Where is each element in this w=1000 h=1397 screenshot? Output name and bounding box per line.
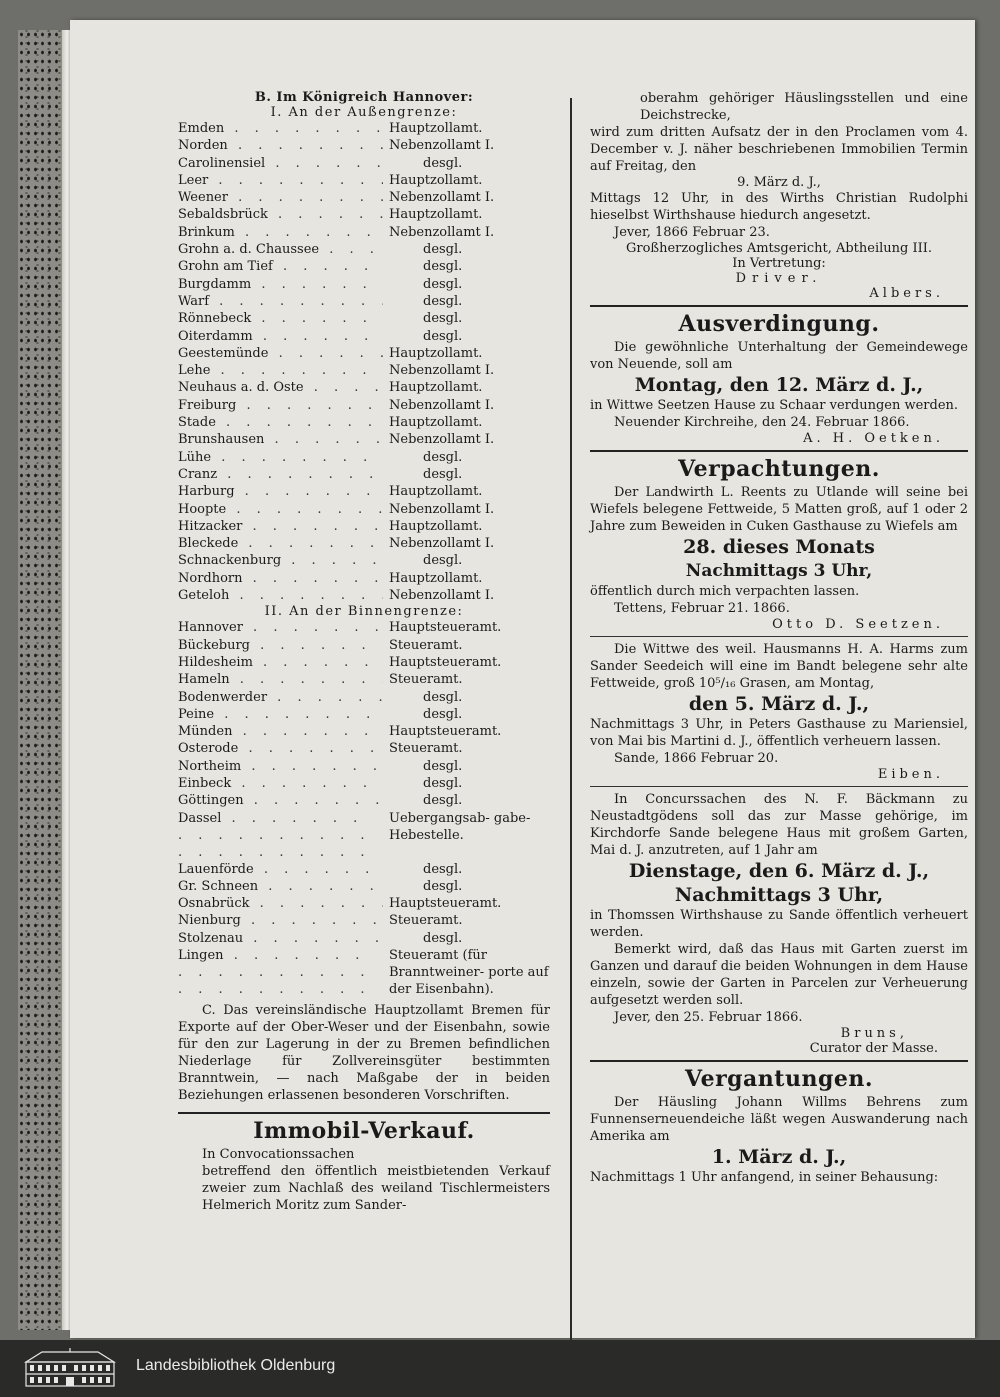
office-type: Hauptsteueramt.: [389, 896, 502, 912]
cont-text: oberahm gehöriger Häuslingsstellen und eine Deichstrecke,: [640, 91, 968, 123]
office-type: desgl.: [423, 466, 463, 482]
place-name: Hameln . . .: [178, 671, 383, 688]
place-name: Nienburg . . .: [178, 912, 383, 929]
office-type: Hauptzollamt.: [389, 207, 483, 223]
customs-row: [178, 535, 550, 552]
customs-row: [178, 431, 550, 448]
place-name: Hoopte . . .: [178, 501, 383, 518]
customs-row: [178, 310, 550, 327]
customs-row: [178, 189, 550, 206]
customs-row: [178, 328, 550, 345]
office-type: Steueramt.: [389, 913, 463, 929]
concurs-sig: Bruns,: [840, 1026, 908, 1041]
document-page: [70, 20, 975, 1338]
customs-row: [178, 758, 550, 775]
customs-row: [178, 861, 550, 878]
concurs-text1: In Concurssachen des N. F. Bäckmann zu Neustadtgödens soll das zur Masse gehörige, im Kirchdorfe Sande belegene Haus mit großem Garten, Mai d. J. anzutreten, auf 1 Jahr am: [590, 792, 968, 858]
cont-sig2: Albers.: [869, 286, 944, 301]
customs-row: [178, 258, 550, 275]
customs-row: [178, 792, 550, 809]
customs-row: [178, 449, 550, 466]
office-type: desgl.: [423, 706, 463, 722]
customs-row: [178, 120, 550, 137]
section-c-text: C. Das vereinsländische Hauptzollamt Bremen für Exporte auf der Ober-Weser und der Eisenbahn, sowie für den zur Lagerung in der zu Bremen befindlichen Niederlage für Zollvereinsgüter bestimmten Branntwein, — nach Maßgabe der in beiden Beziehungen erlassenen besonderen Vorschriften.: [178, 1003, 550, 1104]
office-type: Steueramt.: [389, 637, 463, 653]
office-type: Nebenzollamt I.: [389, 224, 495, 240]
office-type: Steueramt.: [389, 741, 463, 757]
customs-row: [178, 501, 550, 518]
harms-text2: Nachmittags 3 Uhr, in Peters Gasthause zu Mariensiel, von Mai bis Martini d. J., öffentlich verheuern lassen.: [590, 717, 968, 749]
verpachtungen-text2: öffentlich durch mich verpachten lassen.: [590, 584, 860, 599]
customs-row: [178, 414, 550, 431]
customs-row: [178, 810, 550, 861]
place-name: Geteloh . . .: [178, 587, 383, 604]
place-name: Emden . . .: [178, 120, 383, 137]
verpachtungen-title: Verpachtungen.: [678, 456, 880, 482]
office-type: Nebenzollamt I.: [389, 363, 495, 379]
office-type: Hauptzollamt.: [389, 415, 483, 431]
customs-row: [178, 775, 550, 792]
immobil-intro: In Convocationssachen: [202, 1147, 355, 1163]
place-name: Hitzacker . . .: [178, 518, 383, 535]
office-type: Nebenzollamt I.: [389, 536, 495, 552]
office-type: desgl.: [423, 328, 463, 344]
office-type: desgl.: [423, 758, 463, 774]
place-name: Gr. Schneen . . .: [178, 878, 383, 895]
office-type: desgl.: [423, 242, 463, 258]
office-type: Nebenzollamt I.: [389, 432, 495, 448]
ausverdingung-date: Montag, den 12. März d. J.,: [634, 374, 924, 396]
ausverdingung-text2: in Wittwe Seetzen Hause zu Schaar verdungen werden.: [590, 398, 959, 413]
place-name: Peine . . .: [178, 706, 383, 723]
verpachtungen-place-date: Tettens, Februar 21. 1866.: [614, 601, 790, 616]
vergantungen-title: Vergantungen.: [685, 1066, 873, 1092]
divider: [590, 786, 968, 787]
cont-place-date: Jever, 1866 Februar 23.: [614, 225, 770, 240]
footer-bar: [0, 1340, 1000, 1397]
customs-list-outer: [178, 120, 550, 604]
customs-row: [178, 137, 550, 154]
harms-date: den 5. März d. J.,: [688, 693, 870, 715]
place-name: Göttingen . . .: [178, 792, 383, 809]
ausverdingung-sig: A. H. Oetken.: [803, 431, 944, 446]
place-name: Osnabrück . . .: [178, 895, 383, 912]
office-type: Steueramt.: [389, 672, 463, 688]
customs-row: [178, 637, 550, 654]
vergantungen-date: 1. März d. J.,: [711, 1146, 847, 1168]
concurs-text2: in Thomssen Wirthshause zu Sande öffentlich verheuert werden.: [590, 908, 968, 940]
office-type: desgl.: [423, 878, 463, 894]
place-name: Carolinensiel . . .: [178, 155, 383, 172]
place-name: Einbeck . . .: [178, 775, 383, 792]
place-name: Grohn am Tief . . .: [178, 258, 383, 275]
office-type: desgl.: [423, 311, 463, 327]
office-type: desgl.: [423, 861, 463, 877]
customs-row: [178, 740, 550, 757]
customs-row: [178, 912, 550, 929]
place-name: Rönnebeck . . .: [178, 310, 383, 327]
cont-sig1: Driver.: [735, 271, 823, 286]
divider: [590, 305, 968, 307]
place-name: Lehe . . .: [178, 362, 383, 379]
office-type: Hauptzollamt.: [389, 570, 483, 586]
left-column: [178, 90, 550, 1214]
office-type: Hauptsteueramt.: [389, 724, 502, 740]
customs-row: [178, 518, 550, 535]
customs-row: [178, 878, 550, 895]
office-type: Hauptzollamt.: [389, 345, 483, 361]
place-name: Lingen . . .: [178, 947, 383, 998]
customs-row: [178, 619, 550, 636]
place-name: Sebaldsbrück . . .: [178, 206, 383, 223]
cont-vertretung: In Vertretung:: [732, 256, 826, 271]
customs-row: [178, 155, 550, 172]
office-type: Uebergangsab- gabe-Hebestelle.: [389, 810, 531, 843]
customs-row: [178, 483, 550, 500]
customs-row: [178, 379, 550, 396]
office-type: desgl.: [423, 449, 463, 465]
place-name: Oiterdamm . . .: [178, 328, 383, 345]
place-name: Weener . . .: [178, 189, 383, 206]
office-type: Nebenzollamt I.: [389, 588, 495, 604]
verpachtungen-sig: Otto D. Seetzen.: [772, 617, 944, 632]
library-building-icon: [22, 1348, 118, 1388]
customs-row: [178, 276, 550, 293]
office-type: desgl.: [423, 276, 463, 292]
place-name: Münden . . .: [178, 723, 383, 740]
divider: [178, 1112, 550, 1114]
customs-row: [178, 895, 550, 912]
vergantungen-text1: Der Häusling Johann Willms Behrens zum Funnenserneuendeiche läßt wegen Auswanderung nach Amerika am: [590, 1095, 968, 1144]
customs-row: [178, 172, 550, 189]
verpachtungen-date2: Nachmittags 3 Uhr,: [685, 561, 873, 581]
immobil-title: Immobil-Verkauf.: [253, 1118, 475, 1145]
place-name: Lauenförde . . .: [178, 861, 383, 878]
office-type: Hauptzollamt.: [389, 121, 483, 136]
place-name: Grohn a. d. Chaussee . . .: [178, 241, 383, 258]
customs-row: [178, 397, 550, 414]
customs-row: [178, 466, 550, 483]
customs-row: [178, 654, 550, 671]
customs-row: [178, 241, 550, 258]
cont-text2: wird zum dritten Aufsatz der in den Proclamen vom 4. December v. J. näher beschriebenen Immobilien Termin auf Freitag, den: [590, 125, 968, 174]
office-type: Hauptsteueramt.: [389, 654, 502, 670]
concurs-text3: Bemerkt wird, daß das Haus mit Garten zuerst im Ganzen und darauf die beiden Wohnungen in dem Hause einzeln, sowie der Garten in Parcelen zur Verheuerung aufgesetzt werden soll.: [590, 942, 968, 1008]
office-type: Nebenzollamt I.: [389, 190, 495, 206]
customs-row: [178, 587, 550, 604]
customs-row: [178, 671, 550, 688]
concurs-sig-role: Curator der Masse.: [809, 1041, 938, 1056]
harms-text1: Die Wittwe des weil. Hausmanns H. A. Harms zum Sander Seedeich will eine im Bandt belegene sehr alte Fettweide, groß 10⁵/₁₆ Grasen, am Montag,: [590, 642, 968, 691]
concurs-place-date: Jever, den 25. Februar 1866.: [614, 1010, 803, 1025]
place-name: Stolzenau . . .: [178, 930, 383, 947]
office-type: Hauptzollamt.: [389, 380, 483, 396]
place-name: Neuhaus a. d. Oste . . .: [178, 379, 383, 396]
column-divider: [570, 98, 572, 1348]
customs-row: [178, 362, 550, 379]
place-name: Brinkum . . .: [178, 224, 383, 241]
customs-row: [178, 689, 550, 706]
part1-title: I. An der Außengrenze:: [270, 105, 458, 120]
customs-row: [178, 706, 550, 723]
place-name: Hannover . . .: [178, 619, 383, 636]
concurs-date1: Dienstage, den 6. März d. J.,: [628, 860, 930, 882]
place-name: Osterode . . .: [178, 740, 383, 757]
place-name: Leer . . .: [178, 172, 383, 189]
place-name: Burgdamm . . .: [178, 276, 383, 293]
office-type: Hauptsteueramt.: [389, 620, 502, 636]
place-name: Warf . . .: [178, 293, 383, 310]
cont-date: 9. März d. J.,: [737, 175, 821, 190]
office-type: desgl.: [423, 930, 463, 946]
office-type: desgl.: [423, 775, 463, 791]
ausverdingung-title: Ausverdingung.: [678, 311, 880, 337]
office-type: Nebenzollamt I.: [389, 397, 495, 413]
customs-row: [178, 947, 550, 998]
harms-place-date: Sande, 1866 Februar 20.: [614, 751, 779, 766]
place-name: Nordhorn . . .: [178, 570, 383, 587]
office-type: desgl.: [423, 553, 463, 569]
harms-sig: Eiben.: [877, 767, 944, 782]
place-name: Dassel . . .: [178, 810, 383, 861]
book-edge: [18, 30, 66, 1330]
concurs-date2: Nachmittags 3 Uhr,: [674, 884, 884, 906]
customs-row: [178, 345, 550, 362]
divider: [590, 450, 968, 452]
office-type: desgl.: [423, 689, 463, 705]
place-name: Hildesheim . . .: [178, 654, 383, 671]
ausverdingung-place-date: Neuender Kirchreihe, den 24. Februar 1866.: [614, 415, 910, 430]
place-name: Freiburg . . .: [178, 397, 383, 414]
office-type: desgl.: [423, 259, 463, 275]
customs-row: [178, 570, 550, 587]
section-b-title: B. Im Königreich Hannover:: [254, 90, 474, 105]
place-name: Norden . . .: [178, 137, 383, 154]
customs-row: [178, 206, 550, 223]
place-name: Bückeburg . . .: [178, 637, 383, 654]
office-type: Hauptzollamt.: [389, 484, 483, 500]
office-type: desgl.: [423, 293, 463, 309]
office-type: Steueramt (für Branntweiner- porte auf der Eisenbahn).: [389, 948, 549, 998]
office-type: Hauptzollamt.: [389, 172, 483, 188]
customs-row: [178, 293, 550, 310]
place-name: Brunshausen . . .: [178, 431, 383, 448]
office-type: Nebenzollamt I.: [389, 138, 495, 154]
place-name: Bodenwerder . . .: [178, 689, 383, 706]
divider: [590, 1060, 968, 1062]
customs-row: [178, 930, 550, 947]
place-name: Northeim . . .: [178, 758, 383, 775]
vergantungen-text2: Nachmittags 1 Uhr anfangend, in seiner Behausung:: [590, 1170, 939, 1185]
right-column: [590, 90, 968, 1186]
ausverdingung-text1: Die gewöhnliche Unterhaltung der Gemeindewege von Neuende, soll am: [590, 340, 968, 372]
place-name: Cranz . . .: [178, 466, 383, 483]
office-type: desgl.: [423, 793, 463, 809]
place-name: Stade . . .: [178, 414, 383, 431]
place-name: Bleckede . . .: [178, 535, 383, 552]
place-name: Harburg . . .: [178, 483, 383, 500]
verpachtungen-date1: 28. dieses Monats: [683, 536, 875, 558]
office-type: desgl.: [423, 155, 463, 171]
office-type: Hauptzollamt.: [389, 518, 483, 534]
divider: [590, 636, 968, 637]
part2-title: II. An der Binnengrenze:: [264, 604, 464, 620]
office-type: Nebenzollamt I.: [389, 501, 495, 517]
cont-court: Großherzogliches Amtsgericht, Abtheilung III.: [625, 241, 933, 256]
customs-row: [178, 552, 550, 569]
library-name: Landesbibliothek Oldenburg: [136, 1357, 336, 1374]
customs-row: [178, 224, 550, 241]
customs-row: [178, 723, 550, 740]
place-name: Geestemünde . . .: [178, 345, 383, 362]
cont-text3: Mittags 12 Uhr, in des Wirths Christian Rudolphi hieselbst Wirthshause hiedurch angesetzt.: [590, 191, 968, 223]
place-name: Lühe . . .: [178, 449, 383, 466]
verpachtungen-text1: Der Landwirth L. Reents zu Utlande will seine bei Wiefels belegene Fettweide, 5 Matten groß, auf 1 oder 2 Jahre zum Beweiden in Cuken Gasthause zu Wiefels am: [590, 485, 968, 534]
customs-list-inner: [178, 619, 550, 998]
immobil-text: betreffend den öffentlich meistbietenden Verkauf zweier zum Nachlaß des weiland Tischlermeisters Helmerich Moritz zum Sander-: [202, 1164, 550, 1214]
place-name: Schnackenburg . . .: [178, 552, 383, 569]
